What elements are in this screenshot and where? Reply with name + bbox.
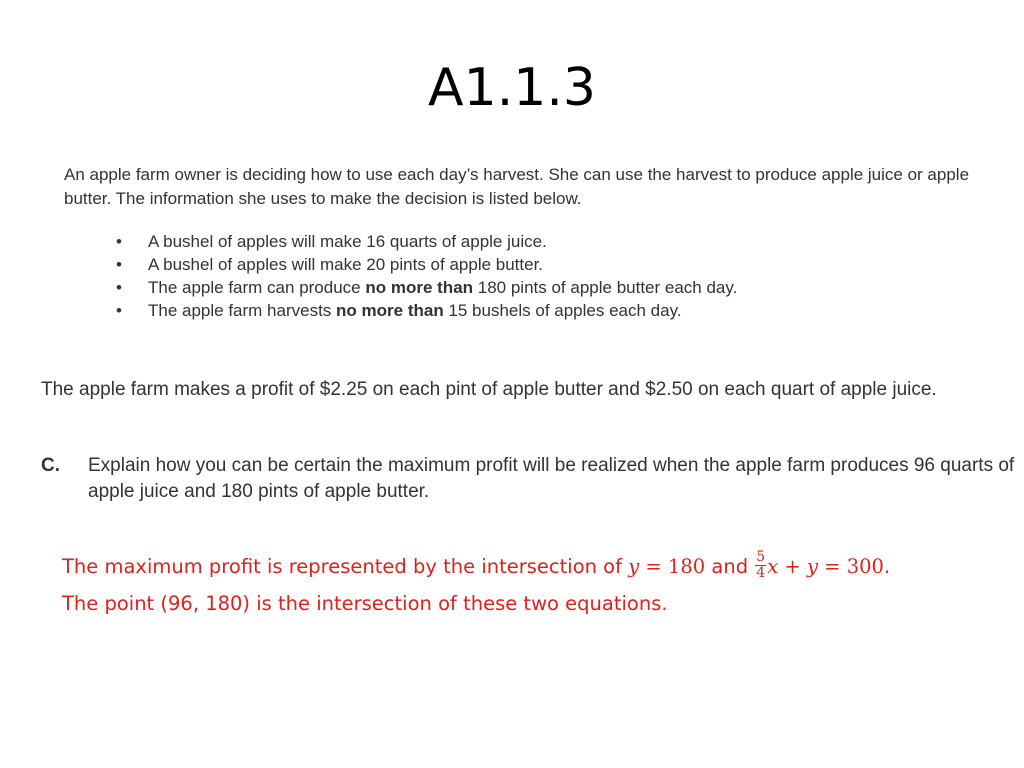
answer-period: . [883,555,891,578]
fraction-numerator: 5 [756,549,766,565]
bullet-icon: • [116,232,122,251]
slide-title: A1.1.3 [428,58,596,118]
bullet-text: A bushel of apples will make 16 quarts of apple juice. [148,232,547,251]
list-item [112,253,992,276]
bullet-icon: • [116,255,122,274]
equation-2 [754,549,884,581]
intro-paragraph: An apple farm owner is deciding how to use each day’s harvest. She can use the harvest to produce apple juice or apple butter. The information she uses to make the decision is listed below. [64,165,970,208]
bullet-text-end: 180 pints of apple butter each day. [473,278,738,297]
bullet-emphasis: no more than [365,278,474,297]
answer-text: The maximum profit is represented by the intersection of [62,555,629,578]
question-text: Explain how you can be certain the maximum profit will be realized when the apple farm produces 96 quarts of apple juice and 180 pints of apple butter. [88,455,1015,502]
answer-line-2: The point (96, 180) is the intersection of these two equations. [62,592,668,615]
bullet-text-end: 15 bushels of apples each day. [443,301,682,320]
equation-1 [628,555,705,578]
equation-value: = 300 [817,555,884,578]
bullet-icon: • [116,301,122,320]
list-item [112,276,992,299]
list-item [112,230,992,253]
bullet-text: A bushel of apples will make 20 pints of apple butter. [148,255,544,274]
bullet-text: The apple farm can produce [148,278,366,297]
facts-list [112,230,992,322]
equation-value: = 180 [639,555,706,578]
equation-variable: y [628,555,640,578]
fraction-denominator: 4 [756,565,766,581]
equation-operator: + [778,555,807,578]
bullet-emphasis: no more than [336,301,444,320]
bullet-text: The apple farm harvests [148,301,337,320]
answer-block [62,548,1012,622]
equation-variable: y [806,555,818,578]
question-label: C. [41,455,60,476]
equation-variable: x [767,555,779,578]
bullet-icon: • [116,278,122,297]
question-c [41,453,1021,505]
list-item [112,299,992,322]
fraction [755,550,766,581]
answer-line-1 [62,548,1012,585]
answer-connector: and [705,555,755,578]
profit-paragraph: The apple farm makes a profit of $2.25 on each pint of apple butter and $2.50 on each quart of apple juice. [41,379,937,400]
